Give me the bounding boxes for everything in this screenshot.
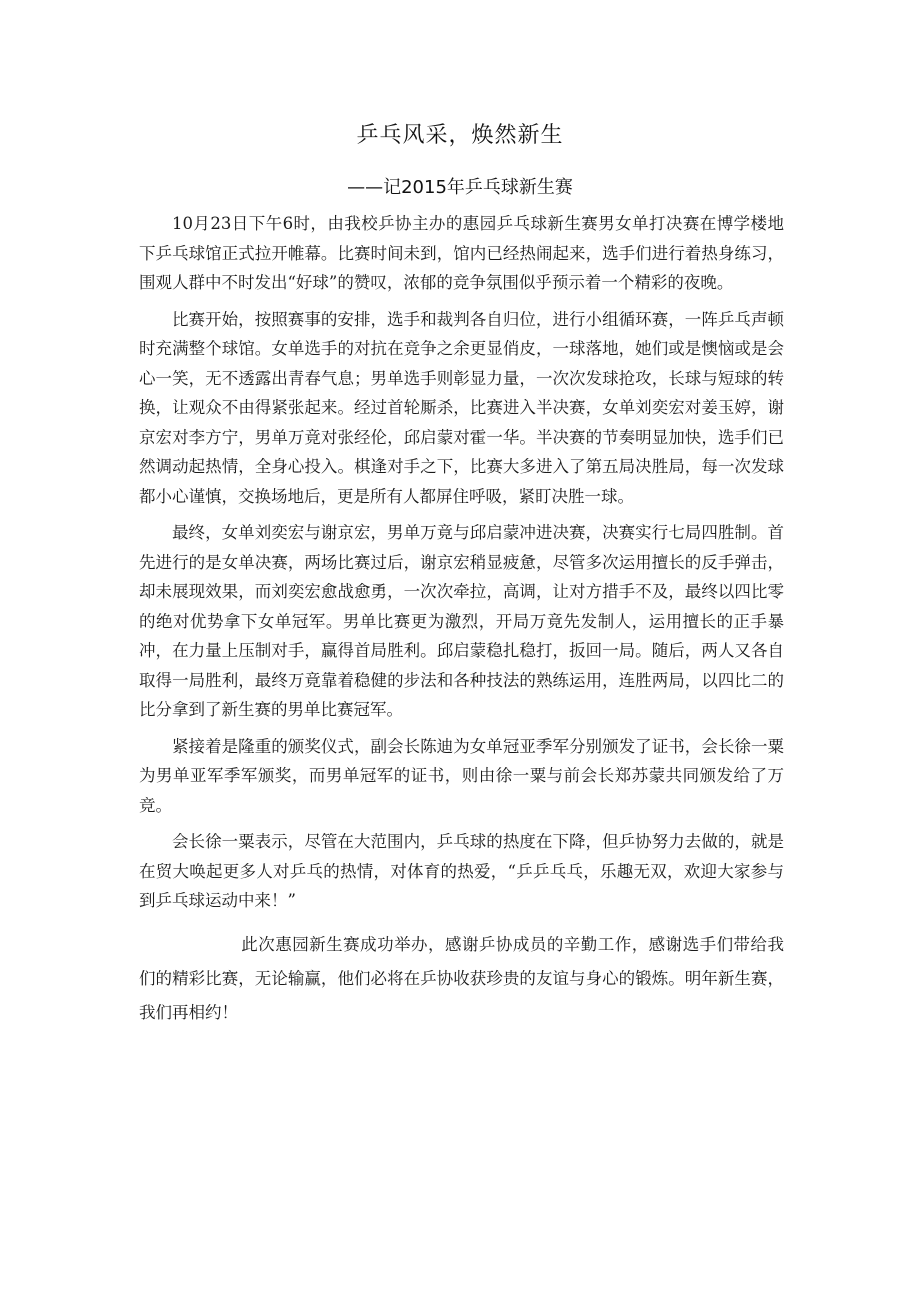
article-subtitle: ——记2015年乒乓球新生赛 [347, 177, 573, 198]
paragraph: 紧接着是隆重的颁奖仪式，副会长陈迪为女单冠亚季军分别颁发了证书，会长徐一粟为男单亚军季军颁奖，而男单冠军的证书，则由徐一粟与前会长郑苏蒙共同颁发给了万竞。 [139, 736, 784, 815]
paragraph: 10月23日下午6时，由我校乒协主办的惠园乒乓球新生赛男女单打决赛在博学楼地下乒乓球馆正式拉开帷幕。比赛时间未到，馆内已经热闹起来，选手们进行着热身练习，围观人群中不时发出“好球”的赞叹，浓郁的竞争氛围似乎预示着一个精彩的夜晚。 [139, 214, 784, 292]
paragraph: 最终，女单刘奕宏与谢京宏，男单万竟与邱启蒙冲进决赛，决赛实行七局四胜制。首先进行的是女单决赛，两场比赛过后，谢京宏稍显疲惫，尽管多次运用擅长的反手弹击，却未展现效果，而刘奕宏愈战愈勇，一次次牵拉，高调，让对方措手不及，最终以四比零的绝对优势拿下女单冠军。男单比赛更为激烈，开局万竟先发制人，运用擅长的正手暴冲，在力量上压制对手，赢得首局胜利。邱启蒙稳扎稳打，扳回一局。随后，两人又各自取得一局胜利，最终万竟靠着稳健的步法和各种技法的熟练运用，连胜两局，以四比二的比分拿到了新生赛的男单比赛冠军。 [139, 523, 784, 719]
paragraph: 会长徐一粟表示，尽管在大范围内，乒乓球的热度在下降，但乒协努力去做的，就是在贸大唤起更多人对乒乓的热情，对体育的热爱，“乒乒乓乓，乐趣无双，欢迎大家参与到乒乓球运动中来！” [139, 832, 784, 910]
closing-paragraph: 此次惠园新生赛成功举办，感谢乒协成员的辛勤工作，感谢选手们带给我们的精彩比赛，无论输赢，他们必将在乒协收获珍贵的友谊与身心的锻炼。明年新生赛，我们再相约！ [139, 934, 784, 1022]
article-body [139, 209, 784, 1037]
article-title: 乒乓风采，焕然新生 [356, 123, 564, 148]
paragraph: 比赛开始，按照赛事的安排，选手和裁判各自归位，进行小组循环赛，一阵乒乓声顿时充满整个球馆。女单选手的对抗在竞争之余更显俏皮，一球落地，她们或是懊恼或是会心一笑，无不透露出青春气息；男单选手则彰显力量，一次次发球抢攻，长球与短球的转换，让观众不由得紧张起来。经过首轮厮杀，比赛进入半决赛，女单刘奕宏对姜玉婷，谢京宏对李方宁，男单万竟对张经伦，邱启蒙对霍一华。半决赛的节奏明显加快，选手们已然调动起热情，全身心投入。棋逢对手之下，比赛大多进入了第五局决胜局，每一次发球都小心谨慎，交换场地后，更是所有人都屏住呼吸，紧盯决胜一球。 [139, 309, 784, 506]
